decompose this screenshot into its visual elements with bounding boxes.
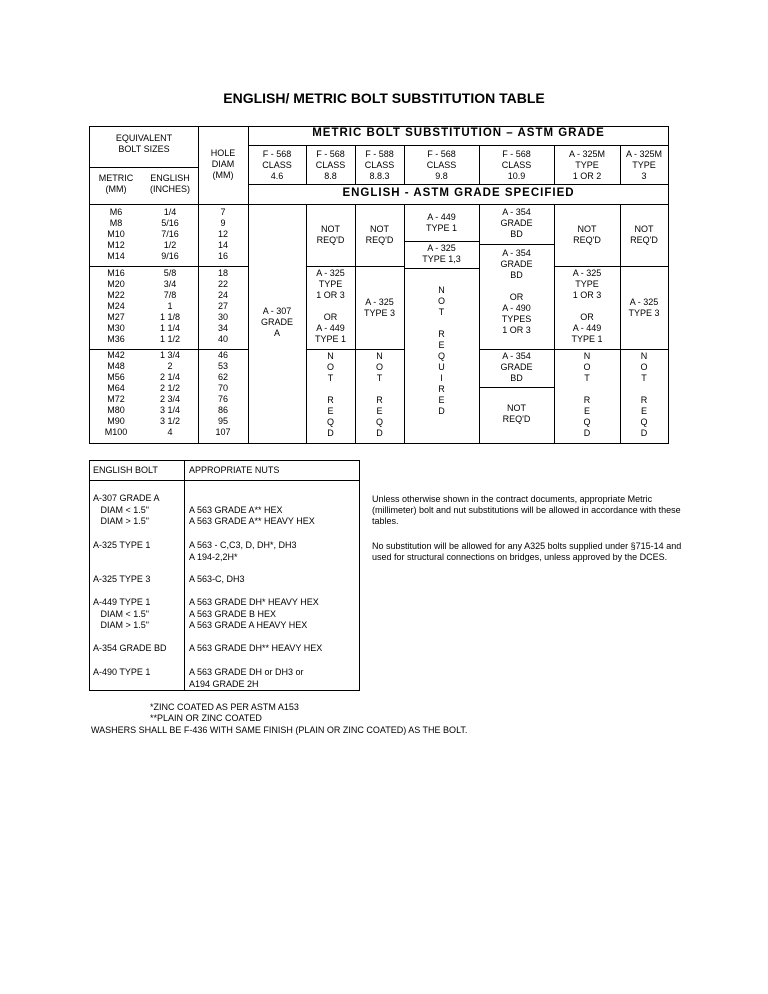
cell-a325m-12-group2-line: OR (580, 312, 594, 322)
cell-class98-not-required-line: T (438, 307, 445, 317)
metric-sizes-group3-line: M42 (107, 350, 125, 360)
grade-header-1-line: 4.6 (270, 171, 284, 181)
english-banner: ENGLISH - ASTM GRADE SPECIFIED (342, 187, 575, 199)
grade-header-6-line: 1 OR 2 (572, 171, 602, 181)
equivalent-bolt-sizes-header-line: BOLT SIZES (118, 144, 170, 154)
cell-class98-not-required-line: Q (437, 351, 445, 361)
english-banner-rule (248, 204, 669, 205)
table-border-bottom (89, 443, 669, 444)
grade-header-7 (620, 149, 668, 182)
cell-a354-a490-group2-line: BD (510, 270, 523, 280)
cell-not-reqd-vertical-8-line: T (641, 373, 647, 383)
cell-not-reqd-vertical-7-line (577, 384, 597, 395)
english-sizes-group1-line: 7/16 (161, 229, 179, 239)
cell-a354-a490-group2-line: A - 490 (502, 303, 531, 313)
equivalent-bolt-sizes-header (94, 133, 194, 155)
english-sizes-group2-line: 3/4 (163, 279, 177, 289)
cell-class98-not-required-line: O (437, 296, 445, 306)
cell-class883-not-reqd-line: REQ'D (365, 235, 394, 245)
cell-a325m-12-group2-line: TYPE 1 (571, 334, 603, 344)
english-sizes-group2 (145, 268, 195, 345)
footnote-zinc-coated: *ZINC COATED AS PER ASTM A153 (150, 702, 299, 712)
metric-sizes-group1-line: M8 (109, 218, 123, 228)
cell-class98-not-required-line: R (438, 384, 445, 394)
nut-row-nut: A 563 GRADE A** HEAVY HEX (189, 516, 315, 526)
cell-class98-not-required-line: U (438, 362, 445, 372)
group-rule (554, 349, 668, 350)
nut-header-rule (89, 480, 360, 481)
nut-row-nut: A 194-2,2H* (189, 551, 238, 562)
nut-row-nut: A 563 GRADE DH or DH3 or (189, 667, 304, 677)
english-inches-header (143, 173, 198, 195)
cell-a307-grade-a-line: A - 307 (262, 306, 292, 316)
cell-a354-bd-group3-line: A - 354 (502, 351, 531, 361)
english-sizes-group3-line: 1 3/4 (159, 350, 181, 360)
group-rule (306, 349, 404, 350)
hole-diam-header-line: HOLE (210, 148, 236, 158)
grade-header-6 (554, 149, 620, 182)
metric-sizes-group1-line: M6 (109, 207, 123, 217)
grade-header-5 (479, 149, 554, 182)
hole-diams-group2-line: 18 (217, 268, 228, 278)
cell-class883-group2 (355, 297, 404, 319)
cell-class88-group2-line: TYPE (318, 279, 343, 289)
nut-table-column-rule (184, 460, 185, 691)
cell-class883-group2-line: TYPE 3 (363, 308, 395, 318)
cell-not-reqd-vertical-8-line: O (640, 362, 648, 372)
cell-not-reqd-vertical-8-line: N (640, 351, 648, 361)
grade-header-4-line: F - 568 (427, 149, 456, 159)
hole-diams-group2 (203, 268, 243, 345)
grade-header-7-line: TYPE (632, 160, 656, 170)
hole-diams-group3-line: 70 (217, 383, 228, 393)
cell-a325m-12-not-reqd-line: NOT (577, 224, 597, 234)
english-inches-header-line: (INCHES) (150, 184, 190, 194)
metric-sizes-group2-line: M36 (107, 334, 125, 344)
metric-banner-rule (248, 145, 669, 146)
cell-not-reqd-vertical-8-line (634, 384, 654, 395)
hole-diams-group1-line: 16 (217, 251, 228, 261)
english-sizes-group3-line: 2 1/4 (159, 372, 181, 382)
cell-not-reqd-vertical-4 (370, 351, 390, 439)
cell-not-reqd-vertical-7-line: N (583, 351, 591, 361)
english-sizes-group2-line: 1 1/2 (159, 334, 181, 344)
hole-diams-group1-line: 12 (217, 229, 228, 239)
english-sizes-group2-line: 1 1/8 (159, 312, 181, 322)
hole-diams-group2-line: 40 (217, 334, 228, 344)
metric-sizes-group3-line: M100 (104, 427, 128, 437)
group-rule (89, 266, 248, 267)
cell-not-reqd-vertical-8-line: Q (640, 417, 648, 427)
hole-diam-header-line: (MM) (212, 170, 234, 180)
cell-not-reqd-vertical-3-line: N (327, 351, 334, 361)
cell-a325-type13-line: A - 325 (427, 243, 456, 253)
grade-header-3-line: CLASS (364, 160, 395, 170)
cell-a354-bd-group1-line: GRADE (500, 218, 533, 228)
hole-diams-group2-line: 22 (217, 279, 228, 289)
group-rule (306, 266, 404, 267)
hole-diams-group2-line: 27 (217, 301, 228, 311)
cell-a325-type13-line: TYPE 1,3 (422, 254, 461, 264)
hole-diams-group2-line: 34 (217, 323, 228, 333)
grade-header-2 (306, 149, 355, 182)
english-sizes-group2-line: 1 (167, 301, 173, 311)
cell-a449-type1-line: A - 449 (427, 212, 456, 222)
cell-a325m-3-not-reqd (620, 224, 668, 246)
metric-sizes-group3-line: M72 (107, 394, 125, 404)
cell-a354-a490-group2-line (479, 281, 554, 292)
equivalent-bolt-sizes-header-line: EQUIVALENT (115, 133, 173, 143)
cell-class883-group2-line: A - 325 (365, 297, 394, 307)
cell-rule (479, 244, 554, 245)
cell-a449-type1-line: TYPE 1 (425, 223, 457, 233)
metric-sizes-group2-line: M24 (107, 301, 125, 311)
cell-not-reqd-vertical-3 (321, 351, 341, 439)
cell-class88-not-reqd (306, 224, 355, 246)
cell-a354-bd-group3-line: BD (510, 373, 523, 383)
cell-not-reqd-vertical-8-line: E (640, 406, 647, 416)
hole-diams-group3-line: 95 (217, 416, 228, 426)
cell-a307-grade-a-line: A (273, 328, 280, 338)
note-no-substitution-a325: No substitution will be allowed for any A325 bolts supplied under §715-14 and used for structural connections on bridges, unless approved by the DCES. (372, 541, 682, 562)
nut-row-bolt: A-325 TYPE 1 (93, 540, 151, 550)
cell-class98-not-required (432, 285, 452, 417)
cell-class88-group2 (306, 268, 355, 345)
equiv-sub-rule (89, 167, 198, 168)
english-sizes-group1-line: 5/16 (161, 218, 179, 228)
hole-diams-group1-line: 9 (220, 218, 226, 228)
cell-a307-grade-a-line: GRADE (260, 317, 293, 327)
table-vertical-rule (89, 126, 90, 444)
english-sizes-group3-line: 4 (167, 427, 173, 437)
cell-class88-group2-line: 1 OR 3 (316, 290, 345, 300)
metric-sizes-group3 (91, 350, 141, 438)
cell-a354-a490-group2-line: OR (509, 292, 524, 302)
cell-not-reqd-vertical-4-line: R (376, 395, 383, 405)
metric-sizes-group2-line: M27 (107, 312, 125, 322)
grade-header-2-line: F - 568 (316, 149, 345, 159)
cell-class98-not-required-line: R (438, 329, 445, 339)
cell-class98-not-required-line: D (438, 406, 445, 416)
grade-header-6-line: A - 325M (568, 149, 606, 159)
cell-class109-not-reqd-line: NOT (507, 403, 526, 413)
english-sizes-group1-line: 1/2 (163, 240, 177, 250)
cell-a325m-12-group2-line: A - 449 (572, 323, 602, 333)
metric-banner: METRIC BOLT SUBSTITUTION – ASTM GRADE (312, 127, 605, 139)
metric-sizes-group3-line: M64 (107, 383, 125, 393)
cell-class88-group2-line (306, 301, 355, 312)
english-sizes-group3-line: 2 3/4 (159, 394, 181, 404)
cell-not-reqd-vertical-8-line: R (640, 395, 648, 405)
hole-diams-group3-line: 76 (217, 394, 228, 404)
nut-row-bolt: DIAM < 1.5" (93, 504, 149, 515)
metric-sizes-group1-line: M12 (107, 240, 125, 250)
nut-row-nut: A 563-C, DH3 (189, 574, 245, 584)
nut-row-bolt: DIAM > 1.5" (93, 516, 149, 526)
nut-row-bolt: A-307 GRADE A (93, 493, 160, 503)
note-substitution-allowed: Unless otherwise shown in the contract documents, appropriate Metric (millimeter) bolt and nut substitutions will be allowed in accordance with these tables. (372, 494, 681, 526)
cell-a354-bd-group3-line: GRADE (500, 362, 533, 372)
hole-diam-header (199, 148, 247, 181)
cell-a354-a490-group2 (479, 248, 554, 336)
cell-class109-not-reqd (479, 403, 554, 425)
cell-rule (404, 241, 479, 242)
cell-not-reqd-vertical-7-line: E (583, 406, 590, 416)
cell-a449-type1 (404, 212, 479, 234)
cell-not-reqd-vertical-4-line: T (376, 373, 383, 383)
cell-class88-group2-line: TYPE 1 (314, 334, 346, 344)
english-sizes-group3-line: 3 1/2 (159, 416, 181, 426)
english-sizes-group3-line: 2 1/2 (159, 383, 181, 393)
cell-not-reqd-vertical-4-line: D (376, 428, 383, 438)
cell-a325m-12-group2-line: 1 OR 3 (572, 290, 602, 300)
table-vertical-rule (668, 126, 669, 444)
cell-not-reqd-vertical-7-line: Q (583, 417, 591, 427)
metric-sizes-group1 (91, 207, 141, 262)
metric-sizes-group3-line: M90 (107, 416, 125, 426)
size-header-rule (89, 204, 248, 205)
hole-diams-group1-line: 14 (217, 240, 228, 250)
grade-header-7-line: 3 (641, 171, 647, 181)
cell-class883-not-reqd-line: NOT (370, 224, 389, 234)
metric-sizes-group2-line: M30 (107, 323, 125, 333)
cell-a325m-12-group2-line (554, 301, 620, 312)
cell-not-reqd-vertical-3-line: R (327, 395, 334, 405)
cell-not-reqd-vertical-3-line: E (327, 406, 334, 416)
cell-not-reqd-vertical-4-line: O (375, 362, 383, 372)
cell-a325m-3-group2 (620, 297, 668, 319)
body-column-rule (404, 204, 405, 444)
grade-header-4-line: CLASS (426, 160, 457, 170)
cell-class98-not-required-line: N (438, 285, 445, 295)
english-sizes-group2-line: 5/8 (163, 268, 177, 278)
hole-diams-group3-line: 86 (217, 405, 228, 415)
grade-header-5-line: CLASS (501, 160, 532, 170)
metric-mm-header-line: METRIC (98, 173, 134, 183)
nut-row-nut: A 563 GRADE A** HEX (189, 504, 283, 515)
hole-diams-group2-line: 24 (217, 290, 228, 300)
metric-sizes-group2-line: M16 (107, 268, 125, 278)
cell-a325m-12-group2-line: A - 325 (572, 268, 602, 278)
english-sizes-group2-line: 1 1/4 (159, 323, 181, 333)
hole-diams-group3 (203, 350, 243, 438)
metric-sizes-group1-line: M14 (107, 251, 125, 261)
metric-mm-header (91, 173, 141, 195)
metric-sizes-group3-line: M56 (107, 372, 125, 382)
cell-not-reqd-vertical-8 (634, 351, 654, 439)
grade-header-7-line: A - 325M (625, 149, 663, 159)
cell-a354-bd-group1-line: BD (510, 229, 523, 239)
metric-sizes-group2 (91, 268, 141, 345)
cell-a325m-3-group2-line: A - 325 (629, 297, 659, 307)
hole-diams-group3-line: 46 (217, 350, 228, 360)
english-sizes-group3-line: 3 1/4 (159, 405, 181, 415)
hole-diams-group3-line: 107 (215, 427, 231, 437)
page-title: ENGLISH/ METRIC BOLT SUBSTITUTION TABLE (223, 90, 545, 106)
cell-class88-group2-line: OR (323, 312, 338, 322)
hole-diams-group3-line: 62 (217, 372, 228, 382)
cell-class98-not-required-line: E (438, 340, 445, 350)
grade-header-6-line: TYPE (575, 160, 599, 170)
metric-sizes-group1-line: M10 (107, 229, 125, 239)
cell-not-reqd-vertical-3-line: D (327, 428, 334, 438)
cell-rule (479, 349, 554, 350)
cell-not-reqd-vertical-4-line: Q (375, 417, 383, 427)
grade-header-2-line: 8.8 (324, 171, 337, 181)
grade-header-3 (355, 149, 404, 182)
cell-not-reqd-vertical-3-line (321, 384, 341, 395)
cell-a354-bd-group1 (479, 207, 554, 240)
nut-row-nut: A194 GRADE 2H (189, 678, 259, 689)
grade-header-1 (248, 149, 306, 182)
cell-not-reqd-vertical-4-line (370, 384, 390, 395)
metric-sizes-group2-line: M20 (107, 279, 125, 289)
cell-a354-bd-group3 (479, 351, 554, 384)
nut-row-bolt: DIAM < 1.5" (93, 608, 149, 619)
grade-header-3-line: F - 588 (365, 149, 394, 159)
cell-not-reqd-vertical-7 (577, 351, 597, 439)
cell-not-reqd-vertical-4-line: N (376, 351, 383, 361)
english-sizes-group1-line: 9/16 (161, 251, 179, 261)
cell-a354-a490-group2-line: GRADE (500, 259, 533, 269)
nut-row-bolt: A-354 GRADE BD (93, 643, 167, 653)
cell-class88-group2-line: A - 325 (316, 268, 345, 278)
english-inches-header-line: ENGLISH (150, 173, 190, 183)
cell-a325m-12-not-reqd (554, 224, 620, 246)
footnote-plain-or-zinc: **PLAIN OR ZINC COATED (150, 713, 262, 723)
cell-not-reqd-vertical-3-line: Q (326, 417, 334, 427)
grade-header-1-line: F - 568 (262, 149, 292, 159)
english-sizes-group3 (145, 350, 195, 438)
cell-a325m-3-not-reqd-line: REQ'D (630, 235, 658, 245)
cell-class883-not-reqd (355, 224, 404, 246)
cell-a325m-3-not-reqd-line: NOT (634, 224, 654, 234)
grade-header-rule (248, 184, 669, 185)
nut-row-nut: A 563 GRADE DH* HEAVY HEX (189, 597, 319, 607)
nut-row-bolt: A-490 TYPE 1 (93, 667, 151, 677)
english-sizes-group3-line: 2 (167, 361, 173, 371)
cell-not-reqd-vertical-7-line: R (583, 395, 591, 405)
cell-a325-type13 (404, 243, 479, 265)
metric-sizes-group3-line: M48 (107, 361, 125, 371)
cell-class98-not-required-line (432, 318, 452, 329)
english-sizes-group2-line: 7/8 (163, 290, 177, 300)
cell-not-reqd-vertical-8-line: D (640, 428, 648, 438)
hole-diams-group1 (203, 207, 243, 262)
cell-a325m-12-group2 (554, 268, 620, 345)
grade-header-1-line: CLASS (262, 160, 292, 170)
cell-a354-bd-group1-line: A - 354 (502, 207, 531, 217)
nut-row-nut: A 563 GRADE DH** HEAVY HEX (189, 643, 323, 653)
cell-class88-group2-line: A - 449 (316, 323, 345, 333)
grade-header-2-line: CLASS (315, 160, 346, 170)
cell-a354-a490-group2-line: A - 354 (502, 248, 531, 258)
grade-header-5-line: 10.9 (507, 171, 526, 181)
english-bolt-header: ENGLISH BOLT (93, 465, 158, 475)
cell-a325m-12-group2-line: TYPE (575, 279, 599, 289)
hole-diam-header-line: DIAM (211, 159, 235, 169)
english-sizes-group1-line: 1/4 (163, 207, 177, 217)
cell-not-reqd-vertical-7-line: O (583, 362, 591, 372)
cell-class88-not-reqd-line: REQ'D (316, 235, 345, 245)
cell-not-reqd-vertical-7-line: T (584, 373, 590, 383)
cell-a354-a490-group2-line: TYPES (501, 314, 532, 324)
cell-not-reqd-vertical-7-line: D (583, 428, 591, 438)
nut-row-nut: A 563 - C,C3, D, DH*, DH3 (189, 540, 297, 550)
cell-a307-grade-a (248, 306, 306, 339)
cell-rule (479, 387, 554, 388)
cell-not-reqd-vertical-3-line: O (326, 362, 334, 372)
hole-diams-group1-line: 7 (220, 207, 226, 217)
nut-row-bolt: A-449 TYPE 1 (93, 597, 151, 607)
cell-rule (404, 268, 479, 269)
nut-table-border-right (359, 460, 360, 691)
english-sizes-group1 (145, 207, 195, 262)
metric-sizes-group2-line: M22 (107, 290, 125, 300)
hole-diams-group2-line: 30 (217, 312, 228, 322)
cell-a325m-3-group2-line: TYPE 3 (628, 308, 660, 318)
cell-not-reqd-vertical-3-line: T (327, 373, 334, 383)
nut-table-border-bottom (89, 690, 360, 691)
cell-class98-not-required-line: E (438, 395, 445, 405)
cell-a354-a490-group2-line: 1 OR 3 (502, 325, 531, 335)
metric-sizes-group3-line: M80 (107, 405, 125, 415)
grade-header-4-line: 9.8 (435, 171, 448, 181)
cell-not-reqd-vertical-4-line: E (376, 406, 383, 416)
cell-class88-not-reqd-line: NOT (321, 224, 340, 234)
nut-table-border-top (89, 460, 360, 461)
cell-a325m-12-not-reqd-line: REQ'D (573, 235, 601, 245)
cell-class98-not-required-line: I (440, 373, 443, 383)
nut-table-border-left (89, 460, 90, 691)
grade-header-5-line: F - 568 (502, 149, 531, 159)
cell-class109-not-reqd-line: REQ'D (502, 414, 531, 424)
grade-header-4 (404, 149, 479, 182)
grade-header-3-line: 8.8.3 (369, 171, 390, 181)
nut-row-nut: A 563 GRADE A HEAVY HEX (189, 620, 308, 630)
appropriate-nuts-header: APPROPRIATE NUTS (189, 465, 280, 475)
nut-row-bolt: A-325 TYPE 3 (93, 574, 151, 584)
hole-diams-group3-line: 53 (217, 361, 228, 371)
metric-mm-header-line: (MM) (105, 184, 127, 194)
group-rule (554, 266, 668, 267)
footnote-washers: WASHERS SHALL BE F-436 WITH SAME FINISH (PLAIN OR ZINC COATED) AS THE BOLT. (91, 725, 468, 735)
nut-row-bolt: DIAM > 1.5" (93, 620, 149, 630)
nut-row-nut: A 563 GRADE B HEX (189, 608, 277, 619)
